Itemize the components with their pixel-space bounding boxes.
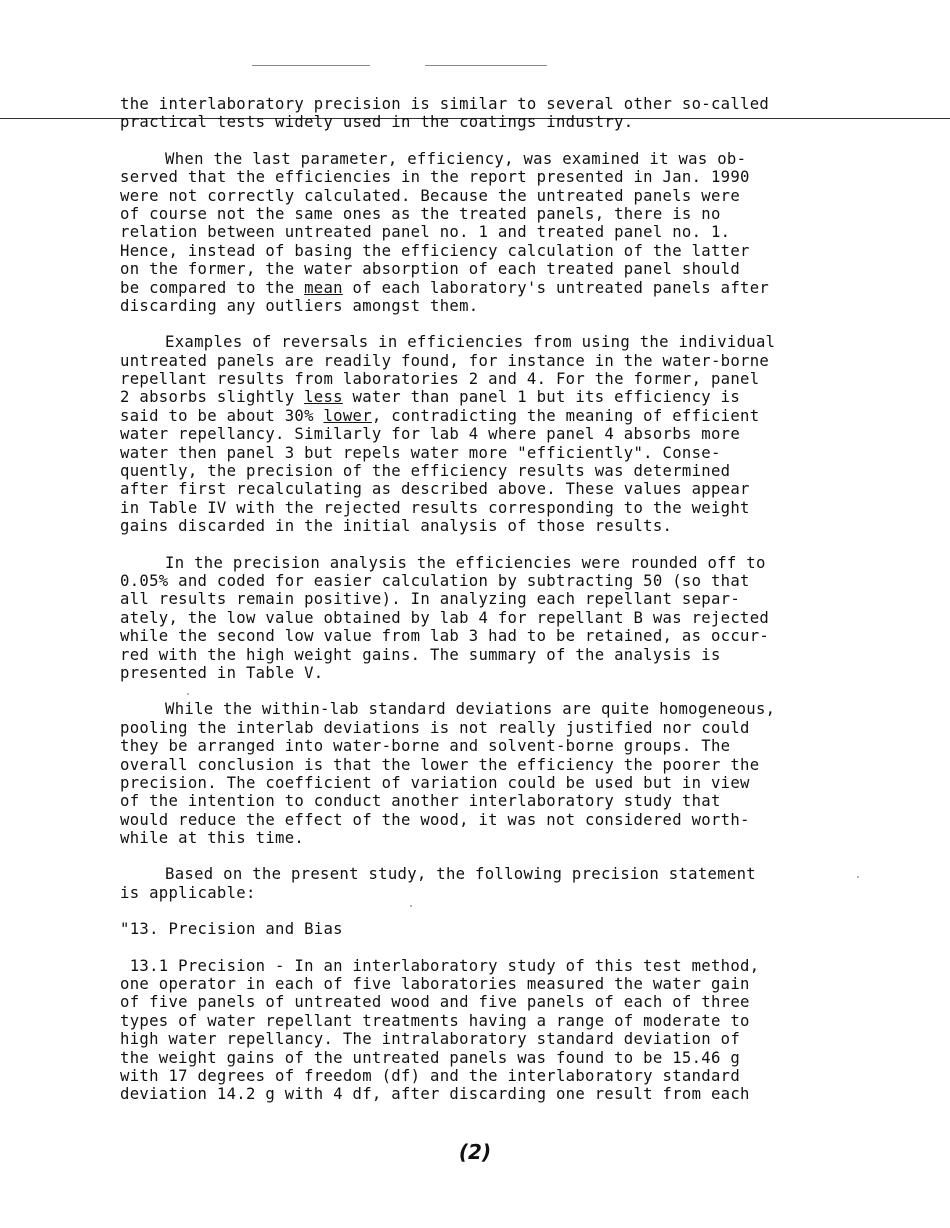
text-line: ately, the low value obtained by lab 4 for repellant B was rejected [120,608,770,627]
paragraph-statement-intro [120,865,860,902]
text-line: In the precision analysis the efficiencies were rounded off to [165,553,766,572]
text-line: gains discarded in the initial analysis of those results. [120,517,673,536]
paragraph-deviations [120,700,860,847]
paragraph-efficiency [120,150,860,316]
underlined-word: less [304,388,343,407]
text-segment: of each laboratory's untreated panels after [342,278,770,297]
text-line: the interlaboratory precision is similar to several other so-called [120,95,770,113]
text-line: red with the high weight gains. The summary of the analysis is [120,645,721,664]
text-line: discarding any outliers amongst them. [120,296,479,315]
text-segment: 2 absorbs slightly [120,388,305,407]
text-line: water repellancy. Similarly for lab 4 where panel 4 absorbs more [120,425,741,444]
section-13-1 [120,957,860,1104]
text-segment: water than panel 1 but its efficiency is [342,388,741,407]
text-line: with 17 degrees of freedom (df) and the interlaboratory standard [120,1066,741,1085]
text-line: all results remain positive). In analyzing each repellant separ- [120,590,741,609]
text-line: Based on the present study, the following precision statement [165,865,756,884]
top-scan-mark-right [425,65,547,66]
text-line: were not correctly calculated. Because the untreated panels were [120,186,741,205]
text-line: served that the efficiencies in the report presented in Jan. 1990 [120,168,750,187]
text-line [120,279,860,297]
text-line: types of water repellant treatments having a range of moderate to [120,1011,750,1030]
text-line: 0.05% and coded for easier calculation by subtracting 50 (so that [120,571,750,590]
paragraph-precision-analysis [120,554,860,683]
section-heading-text: "13. Precision and Bias [120,920,343,939]
text-line: practical tests widely used in the coatings industry. [120,113,634,132]
section-heading [120,920,860,938]
scan-speck [410,905,412,907]
text-line: When the last parameter, efficiency, was examined it was ob- [165,149,747,168]
scan-speck [187,693,189,695]
text-line: while at this time. [120,829,305,848]
top-scan-mark-left [252,65,370,66]
text-segment: , contradicting the meaning of efficient [371,406,760,425]
text-line: of the intention to conduct another interlaboratory study that [120,792,721,811]
text-line: precision. The coefficient of variation could be used but in view [120,773,750,792]
text-line: of five panels of untreated wood and five panels of each of three [120,993,750,1012]
text-line: water then panel 3 but repels water more "efficiently". Conse- [120,443,721,462]
text-line: would reduce the effect of the wood, it was not considered worth- [120,810,750,829]
text-segment: be compared to the [120,278,305,297]
text-line: in Table IV with the rejected results corresponding to the weight [120,498,750,517]
text-line: they be arranged into water-borne and solvent-borne groups. The [120,737,731,756]
text-line: is applicable: [120,883,256,902]
text-line: high water repellancy. The intralaboratory standard deviation of [120,1030,741,1049]
text-line: on the former, the water absorption of each treated panel should [120,260,741,279]
text-line: pooling the interlab deviations is not really justified nor could [120,718,750,737]
text-line: quently, the precision of the efficiency results was determined [120,462,731,481]
text-line: relation between untreated panel no. 1 and treated panel no. 1. [120,223,731,242]
intro-block [120,95,860,132]
text-line: repellant results from laboratories 2 and 4. For the former, panel [120,370,760,389]
text-line: While the within-lab standard deviations are quite homogeneous, [165,700,776,719]
underlined-word: lower [323,406,372,425]
text-line: Hence, instead of basing the efficiency calculation of the latter [120,241,750,260]
text-line: of course not the same ones as the treated panels, there is no [120,204,721,223]
document-page [120,95,860,1104]
page-number: (2) [458,1140,492,1164]
text-segment: said to be about 30% [120,406,324,425]
text-line: Examples of reversals in efficiencies from using the individual [165,333,776,352]
text-line: one operator in each of five laboratories measured the water gain [120,975,750,994]
text-line: while the second low value from lab 3 had to be retained, as occur- [120,627,770,646]
text-line: the weight gains of the untreated panels was found to be 15.46 g [120,1048,741,1067]
text-line: deviation 14.2 g with 4 df, after discarding one result from each [120,1085,750,1104]
scan-speck [857,876,859,878]
text-line [120,407,860,425]
text-line: untreated panels are readily found, for instance in the water-borne [120,351,770,370]
text-line: 13.1 Precision - In an interlaboratory study of this test method, [120,956,760,975]
paragraph-reversals [120,333,860,535]
text-line: presented in Table V. [120,663,324,682]
text-line: after first recalculating as described above. These values appear [120,480,750,499]
text-line [120,388,860,406]
text-line: overall conclusion is that the lower the efficiency the poorer the [120,755,760,774]
underlined-word: mean [304,278,343,297]
